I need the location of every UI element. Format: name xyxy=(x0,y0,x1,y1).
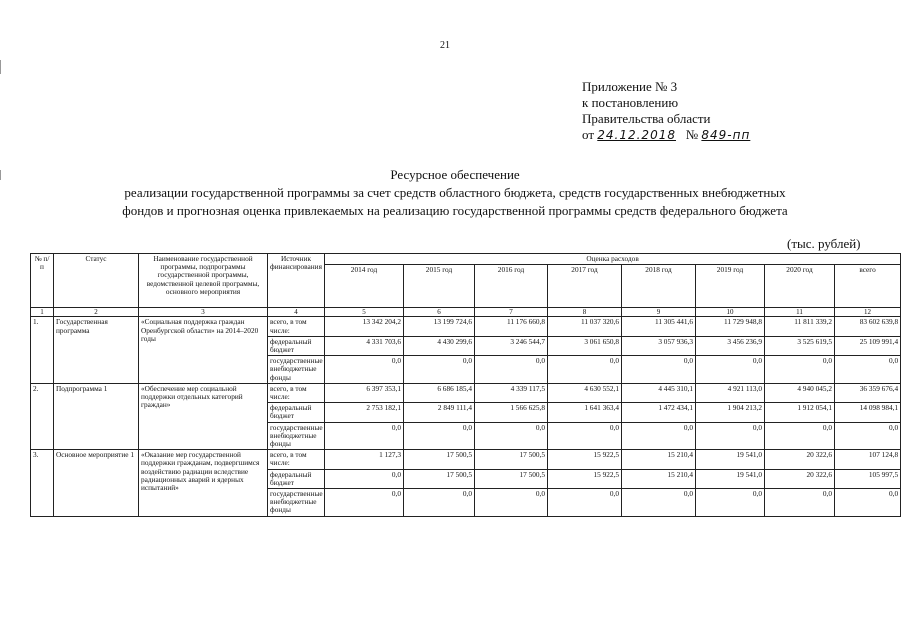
scan-edge-mark xyxy=(0,60,1,74)
row-year-value: 15 922,5 xyxy=(548,469,622,488)
row-source: государственные внебюджетные фонды xyxy=(268,422,325,450)
row-year-value: 3 061 650,8 xyxy=(548,336,622,355)
row-year-value: 1 566 625,8 xyxy=(475,403,548,422)
row-year-value: 6 686 185,4 xyxy=(404,383,475,402)
row-year-value: 0,0 xyxy=(404,356,475,384)
header-year: 2017 год xyxy=(548,265,622,308)
row-source: всего, в том числе: xyxy=(268,383,325,402)
row-year-value: 3 246 544,7 xyxy=(475,336,548,355)
column-number-row xyxy=(31,308,901,317)
row-total-value: 105 997,5 xyxy=(835,469,901,488)
header-year: 2020 год xyxy=(765,265,835,308)
row-year-value: 11 037 320,6 xyxy=(548,317,622,336)
row-year-value: 17 500,5 xyxy=(404,450,475,469)
row-total-value: 14 098 984,1 xyxy=(835,403,901,422)
row-year-value: 4 430 299,6 xyxy=(404,336,475,355)
column-number: 4 xyxy=(268,308,325,317)
unit-label: (тыс. рублей) xyxy=(787,236,861,251)
row-year-value: 0,0 xyxy=(548,489,622,517)
row-year-value: 1 904 213,2 xyxy=(696,403,765,422)
row-year-value: 1 472 434,1 xyxy=(622,403,696,422)
row-source: всего, в том числе: xyxy=(268,317,325,336)
header-source: Источник финансирования xyxy=(268,254,325,308)
row-year-value: 19 541,0 xyxy=(696,469,765,488)
row-year-value: 4 921 113,0 xyxy=(696,383,765,402)
row-year-value: 15 922,5 xyxy=(548,450,622,469)
row-year-value: 4 445 310,1 xyxy=(622,383,696,402)
document-title xyxy=(30,166,880,220)
row-year-value: 11 305 441,6 xyxy=(622,317,696,336)
row-total-value: 0,0 xyxy=(835,422,901,450)
row-year-value: 15 210,4 xyxy=(622,469,696,488)
title-line-3: фондов и прогнозная оценка привлекаемых на реализацию государственной программы средств федерального бюджета xyxy=(122,203,788,218)
row-year-value: 0,0 xyxy=(325,489,404,517)
row-status: Основное мероприятие 1 xyxy=(54,450,139,516)
header-estimate: Оценка расходов xyxy=(325,254,901,265)
column-number: 3 xyxy=(139,308,268,317)
header-year: 2018 год xyxy=(622,265,696,308)
row-year-value: 3 057 936,3 xyxy=(622,336,696,355)
row-total-value: 107 124,8 xyxy=(835,450,901,469)
row-total-value: 36 359 676,4 xyxy=(835,383,901,402)
row-year-value: 0,0 xyxy=(325,356,404,384)
row-number: 3. xyxy=(31,450,54,516)
row-year-value: 11 729 948,8 xyxy=(696,317,765,336)
header-year: 2014 год xyxy=(325,265,404,308)
table-row xyxy=(31,317,901,336)
row-name: «Оказание мер государственной поддержки гражданам, подвергшимся воздействию радиации вследствие радиационных аварий и ядерных испытаний» xyxy=(139,450,268,516)
row-year-value: 0,0 xyxy=(325,469,404,488)
row-year-value: 3 456 236,9 xyxy=(696,336,765,355)
row-year-value: 0,0 xyxy=(765,422,835,450)
row-year-value: 0,0 xyxy=(622,356,696,384)
header-year: 2019 год xyxy=(696,265,765,308)
row-year-value: 0,0 xyxy=(765,489,835,517)
title-line-1: Ресурсное обеспечение xyxy=(390,167,520,182)
column-number: 8 xyxy=(548,308,622,317)
row-year-value: 11 811 339,2 xyxy=(765,317,835,336)
row-name: «Социальная поддержка граждан Оренбургской области» на 2014–2020 годы xyxy=(139,317,268,383)
row-year-value: 0,0 xyxy=(404,422,475,450)
title-line-2: реализации государственной программы за счет средств областного бюджета, средств государственных внебюджетных xyxy=(124,185,786,200)
row-year-value: 0,0 xyxy=(475,356,548,384)
column-number: 7 xyxy=(475,308,548,317)
budget-table xyxy=(30,253,901,517)
column-number: 9 xyxy=(622,308,696,317)
row-year-value: 13 342 204,2 xyxy=(325,317,404,336)
row-year-value: 13 199 724,6 xyxy=(404,317,475,336)
row-year-value: 1 127,3 xyxy=(325,450,404,469)
row-year-value: 0,0 xyxy=(696,422,765,450)
row-year-value: 0,0 xyxy=(622,422,696,450)
row-year-value: 1 912 054,1 xyxy=(765,403,835,422)
appendix-date-line xyxy=(582,127,750,143)
row-source: федеральный бюджет xyxy=(268,336,325,355)
row-year-value: 0,0 xyxy=(696,356,765,384)
decree-number: 849-пп xyxy=(701,128,751,142)
row-year-value: 2 753 182,1 xyxy=(325,403,404,422)
row-year-value: 0,0 xyxy=(548,356,622,384)
column-number: 6 xyxy=(404,308,475,317)
page-number: 21 xyxy=(440,40,450,51)
row-year-value: 1 641 363,4 xyxy=(548,403,622,422)
row-source: всего, в том числе: xyxy=(268,450,325,469)
appendix-title: Приложение № 3 xyxy=(582,79,678,94)
row-year-value: 15 210,4 xyxy=(622,450,696,469)
column-number: 2 xyxy=(54,308,139,317)
decree-date: 24.12.2018 xyxy=(597,128,676,142)
row-year-value: 3 525 619,5 xyxy=(765,336,835,355)
row-status: Подпрограмма 1 xyxy=(54,383,139,449)
row-year-value: 20 322,6 xyxy=(765,450,835,469)
row-year-value: 4 339 117,5 xyxy=(475,383,548,402)
row-year-value: 2 849 111,4 xyxy=(404,403,475,422)
header-total: всего xyxy=(835,265,901,308)
table-row xyxy=(31,383,901,402)
row-number: 1. xyxy=(31,317,54,383)
column-number: 5 xyxy=(325,308,404,317)
row-source: федеральный бюджет xyxy=(268,469,325,488)
row-year-value: 20 322,6 xyxy=(765,469,835,488)
row-total-value: 0,0 xyxy=(835,489,901,517)
row-year-value: 11 176 660,8 xyxy=(475,317,548,336)
row-year-value: 4 331 703,6 xyxy=(325,336,404,355)
row-year-value: 0,0 xyxy=(696,489,765,517)
row-year-value: 0,0 xyxy=(765,356,835,384)
row-status: Государственная программа xyxy=(54,317,139,383)
column-number: 1 xyxy=(31,308,54,317)
column-number: 12 xyxy=(835,308,901,317)
row-total-value: 83 602 639,8 xyxy=(835,317,901,336)
row-year-value: 19 541,0 xyxy=(696,450,765,469)
row-source: государственные внебюджетные фонды xyxy=(268,489,325,517)
row-year-value: 0,0 xyxy=(325,422,404,450)
row-year-value: 0,0 xyxy=(475,422,548,450)
row-source: государственные внебюджетные фонды xyxy=(268,356,325,384)
header-year: 2016 год xyxy=(475,265,548,308)
column-number: 11 xyxy=(765,308,835,317)
row-year-value: 0,0 xyxy=(475,489,548,517)
row-year-value: 4 630 552,1 xyxy=(548,383,622,402)
header-row xyxy=(31,254,901,265)
row-year-value: 0,0 xyxy=(622,489,696,517)
row-year-value: 0,0 xyxy=(404,489,475,517)
date-prefix: от xyxy=(582,127,595,142)
header-status: Статус xyxy=(54,254,139,308)
appendix-line-2: к постановлению xyxy=(582,95,679,110)
table-row xyxy=(31,450,901,469)
header-year: 2015 год xyxy=(404,265,475,308)
row-year-value: 17 500,5 xyxy=(404,469,475,488)
row-total-value: 0,0 xyxy=(835,356,901,384)
header-num: № п/п xyxy=(31,254,54,308)
number-prefix: № xyxy=(685,127,699,142)
scan-edge-mark xyxy=(0,170,1,180)
header-name: Наименование государственной программы, подпрограммы государственной программы, ведомственной целевой программы, основного мероприятия xyxy=(139,254,268,308)
row-total-value: 25 109 991,4 xyxy=(835,336,901,355)
row-number: 2. xyxy=(31,383,54,449)
row-year-value: 17 500,5 xyxy=(475,469,548,488)
row-source: федеральный бюджет xyxy=(268,403,325,422)
row-year-value: 6 397 353,1 xyxy=(325,383,404,402)
column-number: 10 xyxy=(696,308,765,317)
row-year-value: 4 940 045,2 xyxy=(765,383,835,402)
row-year-value: 17 500,5 xyxy=(475,450,548,469)
appendix-block xyxy=(582,79,750,143)
row-name: «Обеспечение мер социальной поддержки отдельных категорий граждан» xyxy=(139,383,268,449)
row-year-value: 0,0 xyxy=(548,422,622,450)
table-body xyxy=(31,254,901,517)
appendix-line-3: Правительства области xyxy=(582,111,711,126)
